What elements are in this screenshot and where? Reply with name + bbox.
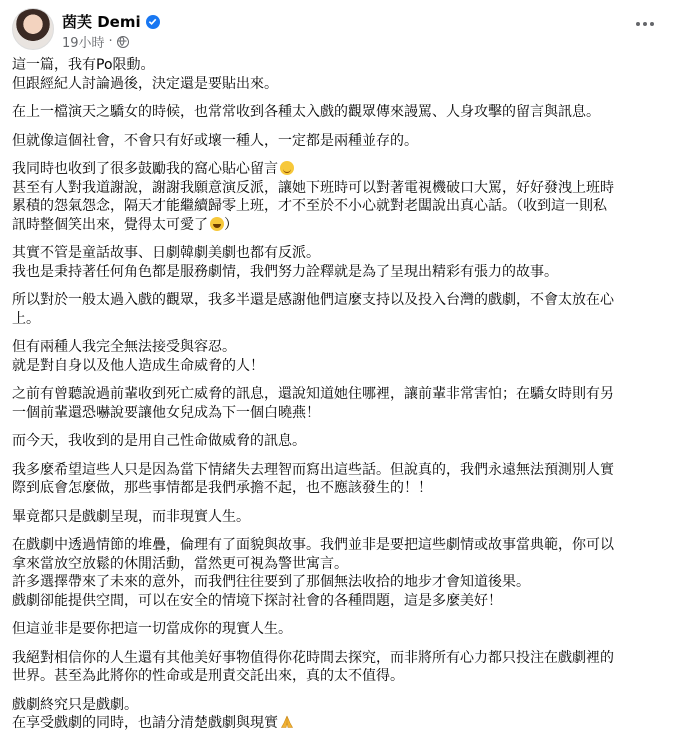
blush-emoji-icon <box>280 161 294 175</box>
text-line: 拿來當放空放鬆的休閒活動，當然更可視為警世寓言。 <box>12 555 348 572</box>
text-line: 世界。甚至為此將你的性命或是刑責交託出來，真的太不值得。 <box>12 668 404 684</box>
text-line: 我也是秉持著任何角色都是服務劇情，我們努力詮釋就是為了呈現出精彩有張力的故事。 <box>12 263 558 280</box>
author-row <box>62 11 160 32</box>
paragraph <box>12 508 662 527</box>
folded-hands-emoji-icon <box>280 715 294 729</box>
verified-badge-icon <box>146 15 160 29</box>
paragraph <box>12 338 662 375</box>
text-line: 之前有曾聽說過前輩收到死亡威脅的訊息，還說知道她住哪裡，讓前輩非常害怕；在驕女時則有另 <box>12 386 614 402</box>
more-options-icon[interactable] <box>630 12 660 36</box>
post-body <box>12 56 662 743</box>
text-line: 甚至有人對我道謝說，謝謝我願意演反派，讓她下班時可以對著電視機破口大罵，好好發洩上班時 <box>12 179 614 196</box>
post-header <box>12 8 664 52</box>
text-line: 在戲劇中透過情節的堆疊，倫理有了面貌與故事。我們並非是要把這些劇情或故事當典範，你可以 <box>12 537 614 553</box>
text-line: 但這並非是要你把這一切當成你的現實人生。 <box>12 621 292 637</box>
author-name[interactable]: 茵芙 Demi <box>62 13 141 31</box>
grin-emoji-icon <box>210 217 224 231</box>
text-line: 但就像這個社會，不會只有好或壞一種人，一定都是兩種並存的。 <box>12 132 418 149</box>
text-line: 上。 <box>12 310 40 327</box>
text-line: 但跟經紀人討論過後，決定還是要貼出來。 <box>12 75 278 92</box>
paragraph <box>12 696 662 733</box>
text-line: 所以對於一般太過入戲的觀眾，我多半還是感謝他們這麼支持以及投入台灣的戲劇，不會太放在心 <box>12 292 614 308</box>
paragraph <box>12 160 662 234</box>
text-line: 戲劇終究只是戲劇。 <box>12 696 138 713</box>
paragraph <box>12 244 662 281</box>
text-line: 累積的怨氣怨念，隔天才能繼續歸零上班，才不至於不小心就對老闆說出真心話。（收到這一則私 <box>12 198 607 214</box>
paragraph <box>12 620 662 639</box>
text-segment: 在享受戲劇的同時，也請分清楚戲劇與現實 <box>12 715 278 731</box>
text-segment: 我同時也收到了很多鼓勵我的窩心貼心留言 <box>12 161 278 177</box>
text-line-with-emoji <box>12 160 662 179</box>
paragraph <box>12 56 662 93</box>
paragraph <box>12 649 662 686</box>
text-line: 際到底會怎麼做，那些事情都是我們承擔不起，也不應該發生的！！ <box>12 480 432 496</box>
text-line: 這一篇，我有Po限動。 <box>12 57 155 73</box>
meta-separator: · <box>108 34 113 49</box>
text-line: 我絕對相信你的人生還有其他美好事物值得你花時間去探究，而非將所有心力都只投注在戲劇裡的 <box>12 649 614 666</box>
text-line: 就是對自身以及他人造成生命威脅的人！ <box>12 357 264 374</box>
text-line: 而今天，我收到的是用自己性命做威脅的訊息。 <box>12 433 306 449</box>
text-line: 我多麼希望這些人只是因為當下情緒失去理智而寫出這些話。但說真的，我們永遠無法預測別人實 <box>12 461 614 478</box>
text-line: 一個前輩還恐嚇說要讓他女兒成為下一個白曉燕！ <box>12 404 320 421</box>
text-line: 許多選擇帶來了未來的意外，而我們往往要到了那個無法收拾的地步才會知道後果。 <box>12 574 530 590</box>
globe-icon[interactable] <box>117 36 129 48</box>
text-line: 其實不管是童話故事、日劇韓劇美劇也都有反派。 <box>12 245 320 261</box>
post-meta <box>62 32 129 51</box>
text-segment: 訊時整個笑出來，覺得太可愛了 <box>12 216 208 233</box>
text-line: 畢竟都只是戲劇呈現，而非現實人生。 <box>12 508 250 525</box>
paragraph <box>12 103 662 122</box>
text-line-with-emoji: 訊時整個笑出來，覺得太可愛了 ） <box>12 216 238 233</box>
paragraph <box>12 291 662 328</box>
paragraph <box>12 432 662 451</box>
paragraph <box>12 132 662 151</box>
avatar[interactable] <box>12 8 54 50</box>
paragraph <box>12 461 662 498</box>
paragraph <box>12 385 662 422</box>
paragraph <box>12 536 662 610</box>
text-line-with-emoji <box>12 714 662 733</box>
text-line: 但有兩種人我完全無法接受與容忍。 <box>12 339 236 355</box>
post-time[interactable]: 19小時 <box>62 36 105 51</box>
text-line: 戲劇卻能提供空間，可以在安全的情境下探討社會的各種問題，這是多麼美好！ <box>12 592 502 609</box>
text-line: 在上一檔演天之驕女的時候，也常常收到各種太入戲的觀眾傳來謾罵、人身攻擊的留言與訊息。 <box>12 104 600 120</box>
